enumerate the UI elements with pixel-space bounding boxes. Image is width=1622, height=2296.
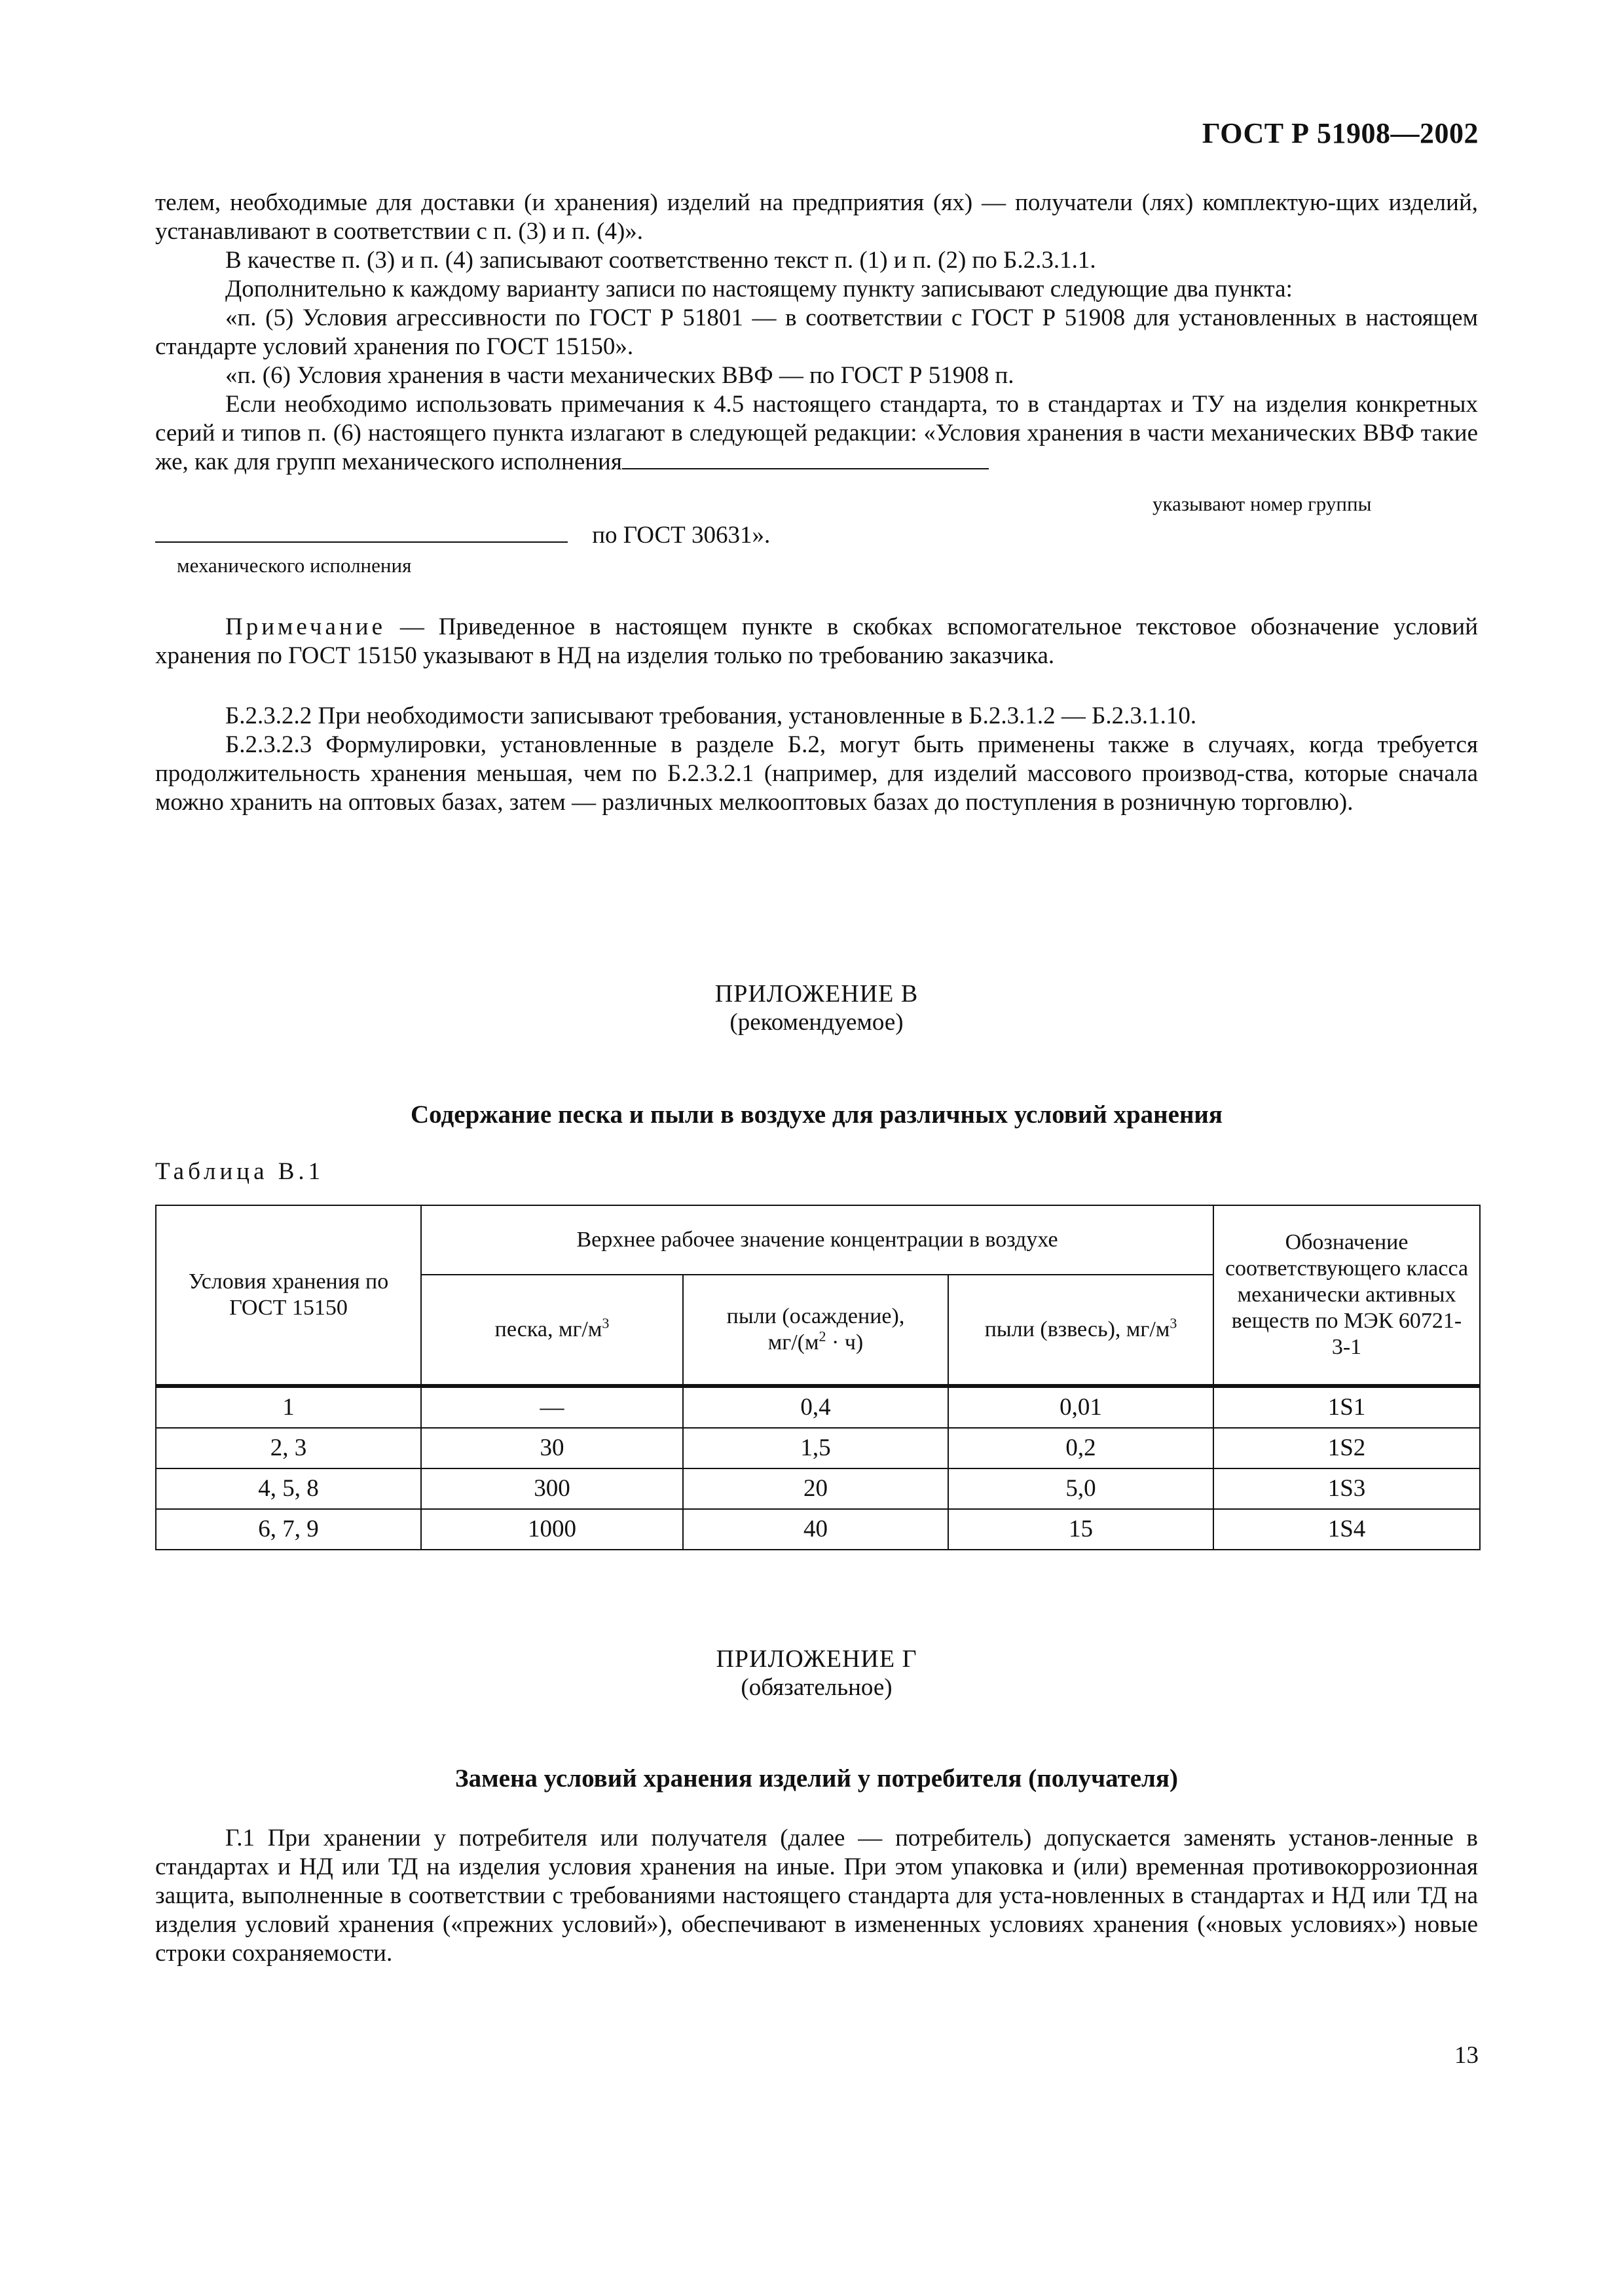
paragraph-text: Если необходимо использовать примечания к 4.5 настоящего стандарта, то в стандартах и ТУ на изделия конкретных серий и типов п. (6) настоящего пункта излагают в следующей редакции: «Условия хранения в части механических ВВФ такие же, как для групп механического исполнения — [155, 391, 1478, 475]
table-cell: 1000 — [421, 1509, 683, 1550]
header-designation: Обозначение соответствующего класса механически активных веществ по МЭК 60721-3-1 — [1213, 1205, 1480, 1386]
paragraph — [155, 390, 1478, 477]
table-cell: 1S2 — [1213, 1428, 1480, 1468]
table-row — [156, 1428, 1480, 1468]
appendix-g-header — [155, 1645, 1478, 1702]
appendix-title: ПРИЛОЖЕНИЕ В — [714, 980, 919, 1008]
fill-in-blank — [622, 448, 989, 469]
document-header: ГОСТ Р 51908—2002 — [1202, 117, 1479, 149]
clause: Г.1 При хранении у потребителя или получателя (далее — потребитель) допускается заменять установ-ленные в стандартах и НД или ТД на изделия условия хранения на иные. При этом упаковка и (или) временная противокоррозионная защита, выполненные в соответствии с требованиями настоящего стандарта для уста-новленных в стандартах и НД или ТД на изделия условий хранения («прежних условий»), обеспечивают в измененных условиях хранения («новых условиях») новые строки сохраняемости. — [155, 1825, 1478, 1967]
clauses-block — [155, 702, 1478, 817]
section-heading: Содержание песка и пыли в воздухе для различных условий хранения — [410, 1101, 1223, 1129]
table-cell: 0,4 — [683, 1386, 948, 1428]
fill-line-row — [155, 521, 770, 550]
paragraph: В качестве п. (3) и п. (4) записывают соответственно текст п. (1) и п. (2) по Б.2.3.1.1. — [225, 247, 1096, 274]
g1-block — [155, 1824, 1478, 1968]
fill-tail-text: по ГОСТ 30631». — [592, 522, 771, 549]
appendix-title: ПРИЛОЖЕНИЕ Г — [716, 1645, 917, 1673]
note — [155, 613, 1478, 670]
table-cell: 6, 7, 9 — [156, 1509, 421, 1550]
fill-in-blank — [155, 522, 568, 543]
header-dust-settle-line2a: мг/(м — [767, 1330, 819, 1355]
table-cell: 30 — [421, 1428, 683, 1468]
table-cell: 1S1 — [1213, 1386, 1480, 1428]
header-dust-settle-line2b: · ч) — [826, 1330, 864, 1355]
header-dust-susp-sup: 3 — [1170, 1315, 1177, 1332]
clause: Б.2.3.2.3 Формулировки, установленные в разделе Б.2, могут быть применены также в случаях, когда требуется продолжительность хранения меньшая, чем по Б.2.3.2.1 (например, для изделий массового производ-ства, которые сначала можно хранить на оптовых базах, затем — различных мелкооптовых базах до поступления в розничную торговлю). — [155, 731, 1478, 816]
paragraph: телем, необходимые для доставки (и хранения) изделий на предприятия (ях) — получатели (лях) комплектую-щих изделий, устанавливают в соответствии с п. (3) и п. (4)». — [155, 189, 1478, 245]
clause: Б.2.3.2.2 При необходимости записывают требования, установленные в Б.2.3.1.2 — Б.2.3.1.10. — [225, 702, 1197, 729]
table-row — [156, 1386, 1480, 1428]
header-sand-text: песка, мг/м — [494, 1317, 602, 1341]
page-number: 13 — [1454, 2042, 1479, 2069]
table-cell: 300 — [421, 1468, 683, 1509]
paragraph: «п. (6) Условия хранения в части механических ВВФ — по ГОСТ Р 51908 п. — [225, 362, 1014, 389]
paragraph: Дополнительно к каждому варианту записи по настоящему пункту записывают следующие два пункта: — [225, 276, 1293, 302]
table-caption: Таблица В.1 — [155, 1158, 325, 1185]
note-label: Примечание — [225, 613, 386, 640]
table-cell: 15 — [948, 1509, 1213, 1550]
table-row — [156, 1509, 1480, 1550]
table-cell: 1S4 — [1213, 1509, 1480, 1550]
header-dust-settle — [683, 1275, 948, 1386]
table-cell: 0,2 — [948, 1428, 1213, 1468]
header-conditions: Условия хранения по ГОСТ 15150 — [156, 1205, 421, 1386]
fill-caption: механического исполнения — [177, 554, 412, 577]
paragraph: «п. (5) Условия агрессивности по ГОСТ Р 51801 — в соответствии с ГОСТ Р 51908 для установленных в настоящем стандарте условий хранения по ГОСТ 15150». — [155, 304, 1478, 360]
appendix-v-header — [155, 979, 1478, 1037]
header-group: Верхнее рабочее значение концентрации в воздухе — [421, 1205, 1213, 1275]
table-cell: 20 — [683, 1468, 948, 1509]
table-cell: 1S3 — [1213, 1468, 1480, 1509]
table-cell: 4, 5, 8 — [156, 1468, 421, 1509]
data-table — [155, 1205, 1481, 1550]
table-cell: 40 — [683, 1509, 948, 1550]
note-block — [155, 613, 1478, 670]
header-sand — [421, 1275, 683, 1386]
table-cell: 0,01 — [948, 1386, 1213, 1428]
header-sand-sup: 3 — [602, 1315, 610, 1332]
appendix-status: (рекомендуемое) — [729, 1009, 904, 1036]
header-dust-susp-text: пыли (взвесь), мг/м — [984, 1317, 1170, 1341]
table-cell: 1,5 — [683, 1428, 948, 1468]
table-row — [156, 1468, 1480, 1509]
appendix-status: (обязательное) — [741, 1674, 893, 1701]
note-text: — Приведенное в настоящем пункте в скобках вспомогательное текстовое обозначение условий хранения по ГОСТ 15150 указывают в НД на изделия только по требованию заказчика. — [155, 613, 1479, 669]
fill-caption: указывают номер группы — [1152, 492, 1372, 515]
table-cell: — — [421, 1386, 683, 1428]
top-section — [155, 189, 1478, 477]
header-dust-settle-line1: пыли (осаждение), — [726, 1304, 905, 1328]
section-heading: Замена условий хранения изделий у потребителя (получателя) — [454, 1764, 1179, 1793]
table-cell: 5,0 — [948, 1468, 1213, 1509]
header-dust-settle-sup: 2 — [819, 1328, 826, 1345]
table-cell: 2, 3 — [156, 1428, 421, 1468]
header-dust-suspended — [948, 1275, 1213, 1386]
table-cell: 1 — [156, 1386, 421, 1428]
